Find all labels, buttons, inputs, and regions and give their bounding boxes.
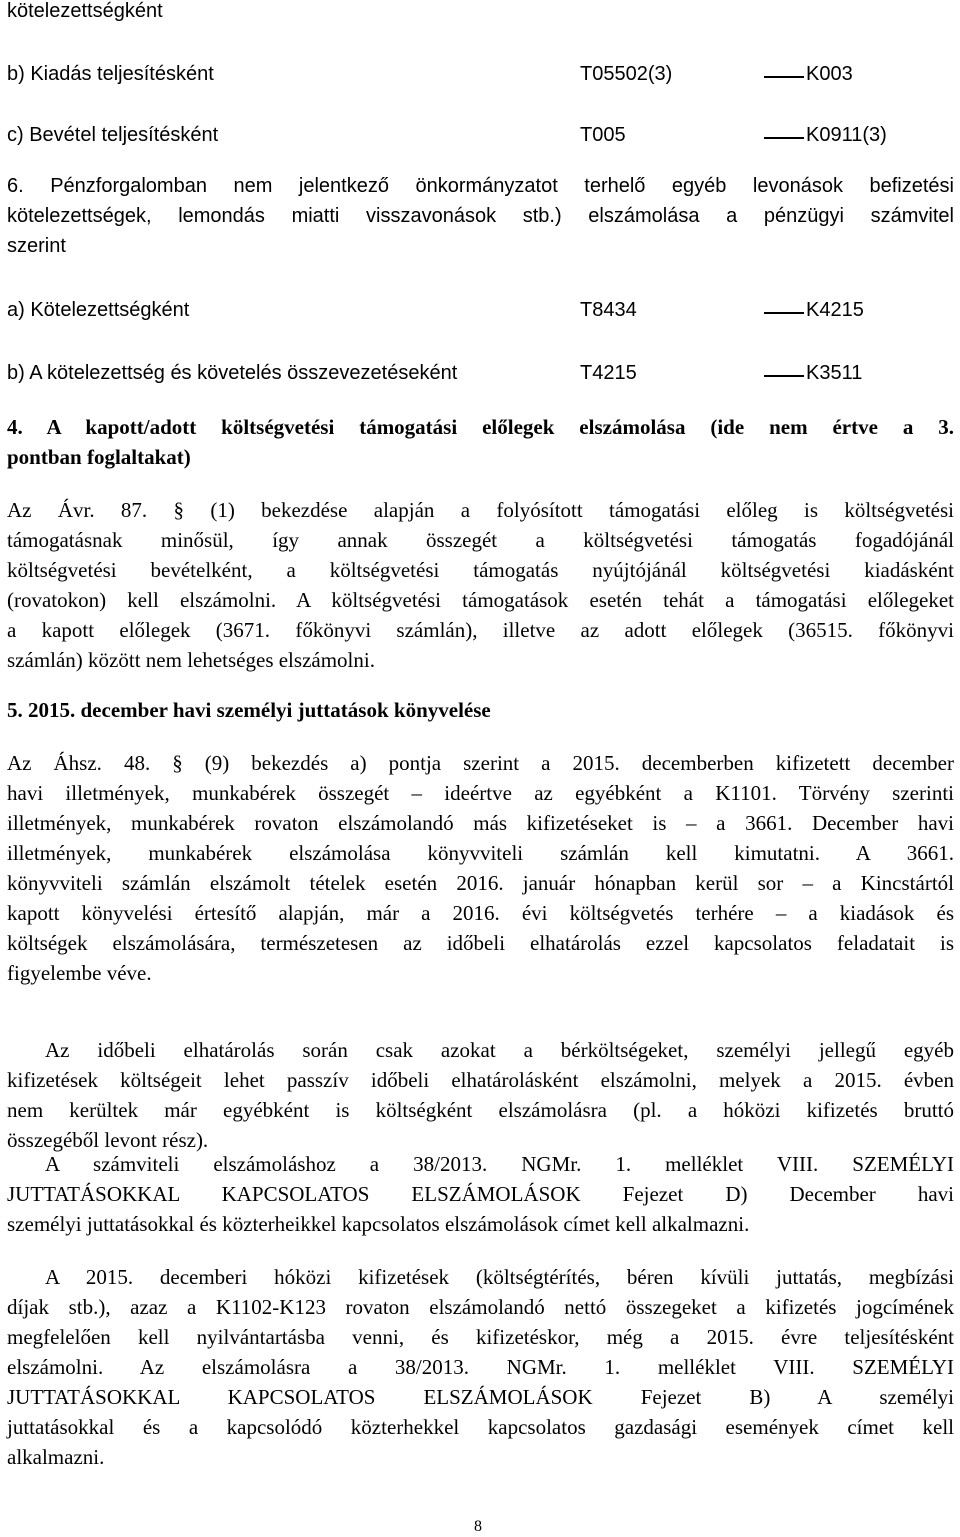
text-line: könyvviteli számlán elszámolt tételek esetén 2016. január hónapban kerül sor ‒ a Kincstártól	[7, 871, 954, 895]
text-line: illetmények, munkabérek rovaton elszámolandó más kifizetéseket is ‒ a 3661. December havi	[7, 811, 954, 835]
section-4-paragraph	[7, 495, 954, 675]
entry-credit: K0911(3)	[806, 124, 887, 146]
entry-dash	[764, 375, 804, 377]
text-line: Az Ávr. 87. § (1) bekezdése alapján a folyósított támogatási előleg is költségvetési	[7, 498, 954, 522]
text-line: kötelezettségek, lemondás miatti visszavonások stb.) elszámolása a pénzügyi számvitel	[7, 205, 954, 227]
entry-dash	[764, 312, 804, 314]
text-line: kapott könyvelési értesítő alapján, már a 2016. évi költségvetés terhére ‒ a kiadások és	[7, 901, 954, 925]
text-line: kifizetések költségeit lehet passzív időbeli elhatárolásként elszámolni, melyek a 2015. évben	[7, 1068, 954, 1092]
section-5-paragraph-2	[7, 1035, 954, 1155]
text-line: Az Áhsz. 48. § (9) bekezdés a) pontja szerint a 2015. decemberben kifizetett december	[7, 751, 954, 775]
text-line: összegéből levont rész).	[7, 1128, 209, 1152]
entry-debit: T8434	[580, 299, 637, 321]
text-line: a kapott előlegek (3671. főkönyvi számlán), illetve az adott előlegek (36515. főkönyvi	[7, 618, 954, 642]
text-line: költségvetési bevételként, a költségvetési támogatás nyújtójánál költségvetési kiadásként	[7, 558, 954, 582]
entry-debit: T4215	[580, 362, 637, 384]
section-5-paragraph-1	[7, 748, 954, 988]
text-line: Az időbeli elhatárolás során csak azokat a bérköltségeket, személyi jellegű egyéb	[45, 1038, 954, 1062]
text-line: A számviteli elszámoláshoz a 38/2013. NGMr. 1. melléklet VIII. SZEMÉLYI	[45, 1152, 954, 1176]
text-line: támogatásnak minősül, így annak összegét a költségvetési támogatás fogadójánál	[7, 528, 954, 552]
text-line: A 2015. decemberi hóközi kifizetések (költségtérítés, béren kívüli juttatás, megbízási	[45, 1265, 954, 1289]
text-line: JUTTATÁSOKKAL KAPCSOLATOS ELSZÁMOLÁSOK Fejezet D) December havi	[7, 1182, 954, 1206]
section-5-paragraph-3	[7, 1149, 954, 1239]
entry-credit: K4215	[806, 299, 864, 321]
entry-dash	[764, 137, 804, 139]
text-line: nem kerültek már egyébként is költségként elszámolásra (pl. a hóközi kifizetés bruttó	[7, 1098, 954, 1122]
section-4-heading	[7, 412, 954, 472]
entry-debit: T005	[580, 124, 626, 146]
text-line: számlán) között nem lehetséges elszámolni.	[7, 648, 375, 672]
text-line: illetmények, munkabérek elszámolása könyvviteli számlán kell kimutatni. A 3661.	[7, 841, 954, 865]
text-line: elszámolni. Az elszámolásra a 38/2013. NGMr. 1. melléklet VIII. SZEMÉLYI	[7, 1355, 954, 1379]
item-6-text	[7, 171, 954, 261]
text-line: szerint	[7, 235, 66, 257]
entry-dash	[764, 76, 804, 78]
entry-debit: T05502(3)	[580, 63, 673, 85]
text-line: havi illetmények, munkabérek összegét ‒ ideértve az egyébként a K1101. Törvény szerinti	[7, 781, 954, 805]
text-line: megfelelően kell nyilvántartásba venni, és kifizetéskor, még a 2015. évre teljesítésként	[7, 1325, 954, 1349]
text-line: juttatásokkal és a kapcsolódó közterhekkel kapcsolatos gazdasági események címet kell	[7, 1415, 954, 1439]
entry-label: b) Kiadás teljesítésként	[7, 63, 214, 85]
entry-label: c) Bevétel teljesítésként	[7, 124, 219, 146]
text-line: személyi juttatásokkal és közterheikkel kapcsolatos elszámolások címet kell alkalmazni.	[7, 1212, 750, 1236]
page-number: 8	[474, 1518, 482, 1535]
text-line: költségek elszámolására, természetesen az időbeli elhatárolás ezzel kapcsolatos feladatait is	[7, 931, 954, 955]
entry-label: b) A kötelezettség és követelés összevezetéseként	[7, 362, 458, 384]
text-line: alkalmazni.	[7, 1445, 105, 1469]
heading-line: pontban foglaltakat)	[7, 445, 191, 469]
text-line: díjak stb.), azaz a K1102-K123 rovaton elszámolandó nettó összegeket a kifizetés jogcímének	[7, 1295, 954, 1319]
section-5-paragraph-4	[7, 1262, 954, 1472]
entry-label: a) Kötelezettségként	[7, 299, 190, 321]
heading-line: 4. A kapott/adott költségvetési támogatási előlegek elszámolása (ide nem értve a 3.	[7, 415, 954, 439]
text-line: (rovatokon) kell elszámolni. A költségvetési támogatások esetén tehát a támogatási előlegeket	[7, 588, 954, 612]
continued-text: kötelezettségként	[7, 0, 163, 22]
text-line: figyelembe véve.	[7, 961, 152, 985]
entry-credit: K3511	[806, 362, 863, 384]
text-line: 6. Pénzforgalomban nem jelentkező önkormányzatot terhelő egyéb levonások befizetési	[7, 175, 954, 197]
entry-credit: K003	[806, 63, 853, 85]
text-line: JUTTATÁSOKKAL KAPCSOLATOS ELSZÁMOLÁSOK Fejezet B) A személyi	[7, 1385, 954, 1409]
section-5-heading: 5. 2015. december havi személyi juttatások könyvelése	[7, 698, 491, 722]
